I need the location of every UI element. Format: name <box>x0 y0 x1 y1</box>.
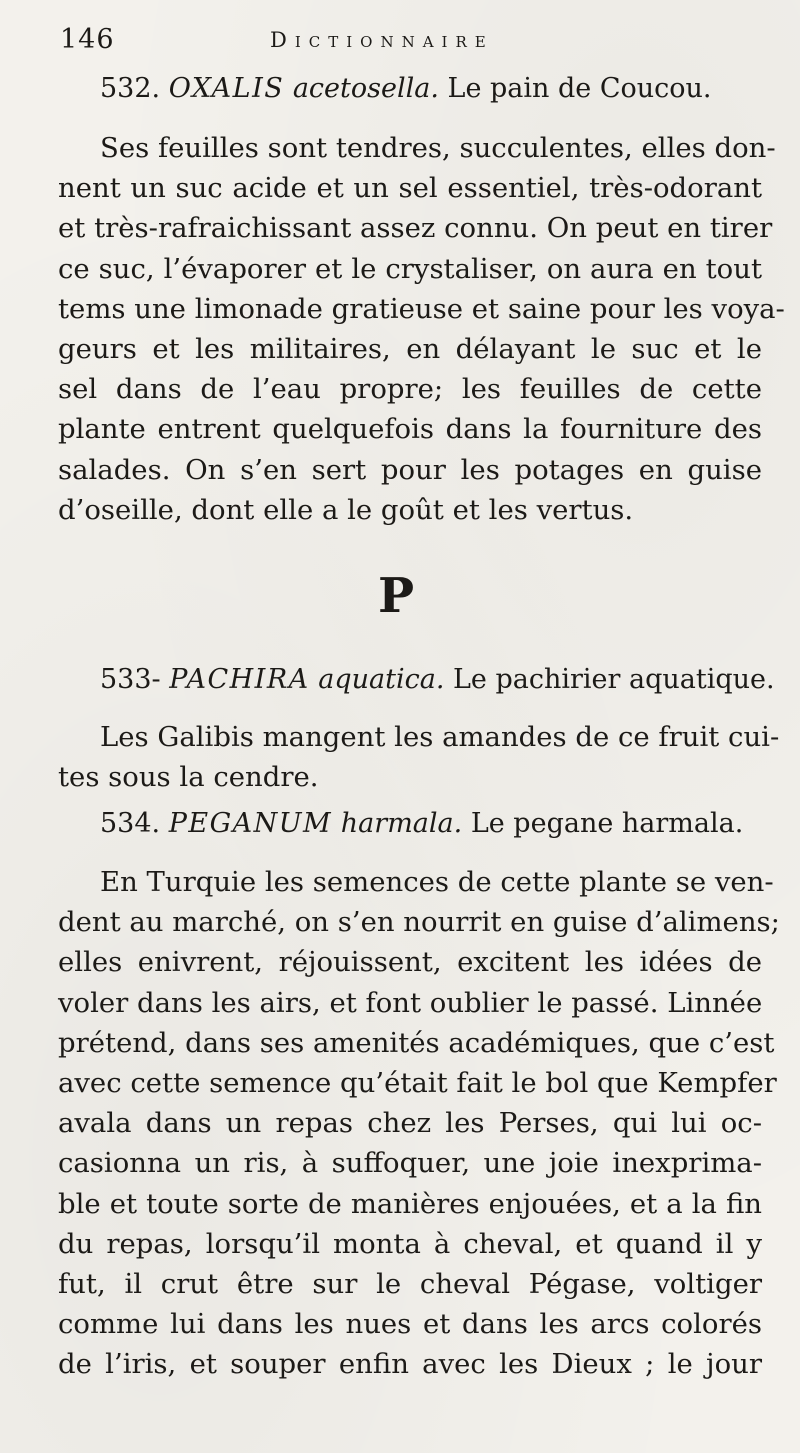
text-line: avec cette semence qu’était fait le bol que Kempfer <box>58 1066 777 1099</box>
page-header <box>60 22 740 58</box>
entry-number: 534. <box>100 808 161 839</box>
text-line: ce suc, l’évaporer et le crystaliser, on aura en tout <box>58 252 762 285</box>
text-line: voler dans les airs, et font oublier le passé. Linnée <box>58 986 763 1019</box>
text-line: geurs et les militaires, en délayant le suc et le <box>58 332 762 365</box>
text-line: En Turquie les semences de cette plante se ven- <box>100 866 774 898</box>
text-line: et très-rafraichissant assez connu. On peut en tirer <box>58 212 773 245</box>
text-line: nent un suc acide et un sel essentiel, très-odorant <box>58 172 762 205</box>
text-line: Ses feuilles sont tendres, succulentes, elles don- <box>100 132 776 164</box>
text-line: du repas, lorsqu’il monta à cheval, et quand il y <box>58 1227 762 1260</box>
text-line: d’oseille, dont elle a le goût et les vertus. <box>58 493 634 526</box>
text-line: salades. On s’en sert pour les potages en guise <box>58 453 762 486</box>
section-letter: P <box>378 568 415 624</box>
text-line: Les Galibis mangent les amandes de ce fruit cui- <box>100 721 780 753</box>
entry-number: 533- <box>100 664 161 695</box>
entry-533-heading <box>100 664 775 695</box>
text-line: plante entrent quelquefois dans la fourniture des <box>58 413 762 446</box>
text-line: tems une limonade gratieuse et saine pour les voya- <box>58 292 785 325</box>
species-name: acetosella. <box>292 73 439 104</box>
entry-532-text <box>58 128 785 530</box>
page-number: 146 <box>60 24 115 55</box>
text-line: dent au marché, on s’en nourrit en guise d’alimens; <box>58 906 780 939</box>
text-line: sel dans de l’eau propre; les feuilles de cette <box>58 373 762 406</box>
common-name: Le pegane harmala. <box>470 808 744 839</box>
common-name: Le pain de Coucou. <box>447 73 712 104</box>
species-name: aquatica. <box>318 664 445 695</box>
text-line: prétend, dans ses amenités académiques, que c’est <box>58 1026 775 1059</box>
entry-532-heading <box>100 73 712 104</box>
common-name: Le pachirier aquatique. <box>453 664 775 695</box>
species-name: harmala. <box>340 808 463 839</box>
entry-534-text <box>58 862 780 1384</box>
genus-name: OXALIS <box>168 73 285 104</box>
text-line: fut, il crut être sur le cheval Pégase, voltiger <box>58 1267 762 1300</box>
running-title: Dictionnaire <box>270 28 494 52</box>
text-line: avala dans un repas chez les Perses, qui lui oc- <box>58 1107 762 1140</box>
entry-534-heading <box>100 808 743 839</box>
text-line: elles enivrent, réjouissent, excitent les idées de <box>58 946 762 979</box>
entry-number: 532. <box>100 73 161 104</box>
text-line: ble et toute sorte de manières enjouées, et a la fin <box>58 1187 762 1220</box>
text-line: tes sous la cendre. <box>58 761 319 794</box>
genus-name: PEGANUM <box>168 808 333 839</box>
text-line: casionna un ris, à suffoquer, une joie inexprima- <box>58 1147 762 1180</box>
text-line: comme lui dans les nues et dans les arcs colorés <box>58 1308 762 1341</box>
text-line: de l’iris, et souper enfin avec les Dieux ; le jour <box>58 1348 762 1381</box>
genus-name: PACHIRA <box>169 664 310 695</box>
entry-533-text <box>58 717 780 797</box>
